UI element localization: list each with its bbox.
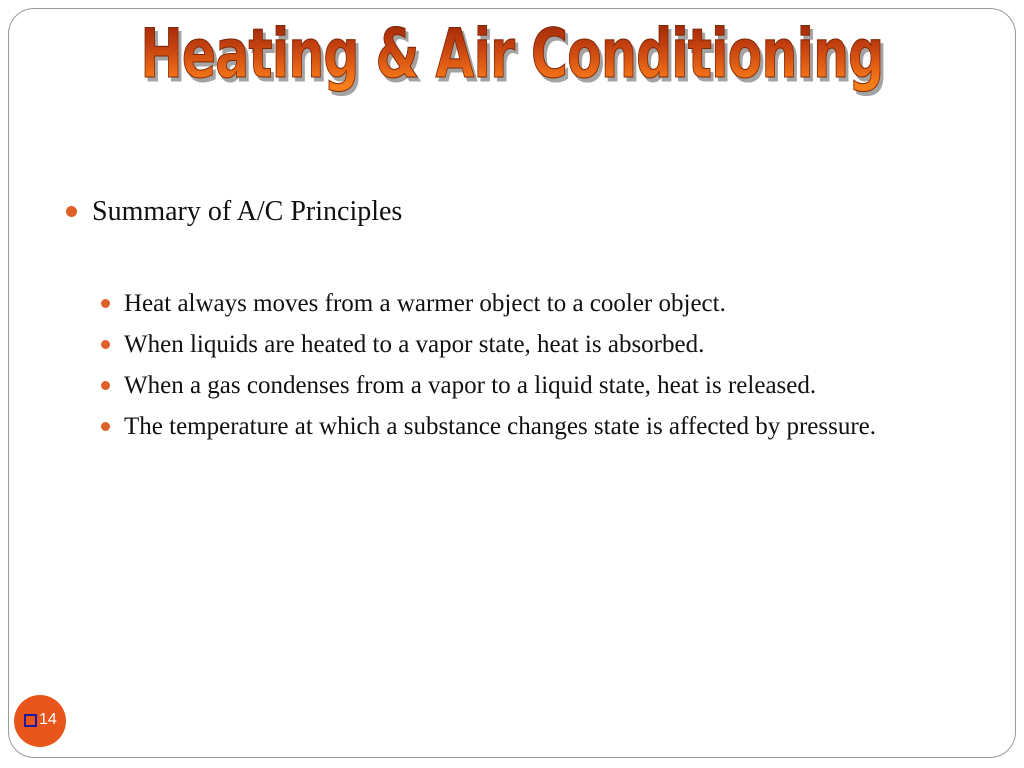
bullet-dot-icon xyxy=(101,299,110,308)
slide-title: Heating & Air Conditioning xyxy=(133,12,891,97)
main-bullet-text: Summary of A/C Principles xyxy=(92,196,403,227)
sub-bullet-item xyxy=(96,408,936,445)
sub-bullet-list xyxy=(96,285,936,449)
sub-bullet-text: The temperature at which a substance changes state is affected by pressure. xyxy=(124,413,877,440)
sub-bullet-text: When a gas condenses from a vapor to a liquid state, heat is released. xyxy=(124,372,817,399)
bullet-dot-icon xyxy=(101,381,110,390)
page-number: 14 xyxy=(39,711,57,728)
sub-bullet-text: When liquids are heated to a vapor state, heat is absorbed. xyxy=(124,331,705,358)
sub-bullet-item xyxy=(96,367,936,404)
page-number-badge xyxy=(14,695,66,747)
sub-bullet-item xyxy=(96,285,936,322)
bullet-dot-icon xyxy=(101,340,110,349)
bullet-dot-icon xyxy=(101,422,110,431)
hollow-square-icon xyxy=(24,714,37,727)
sub-bullet-item xyxy=(96,326,936,363)
bullet-dot-icon xyxy=(66,206,77,217)
sub-bullet-text: Heat always moves from a warmer object to a cooler object. xyxy=(124,290,726,317)
